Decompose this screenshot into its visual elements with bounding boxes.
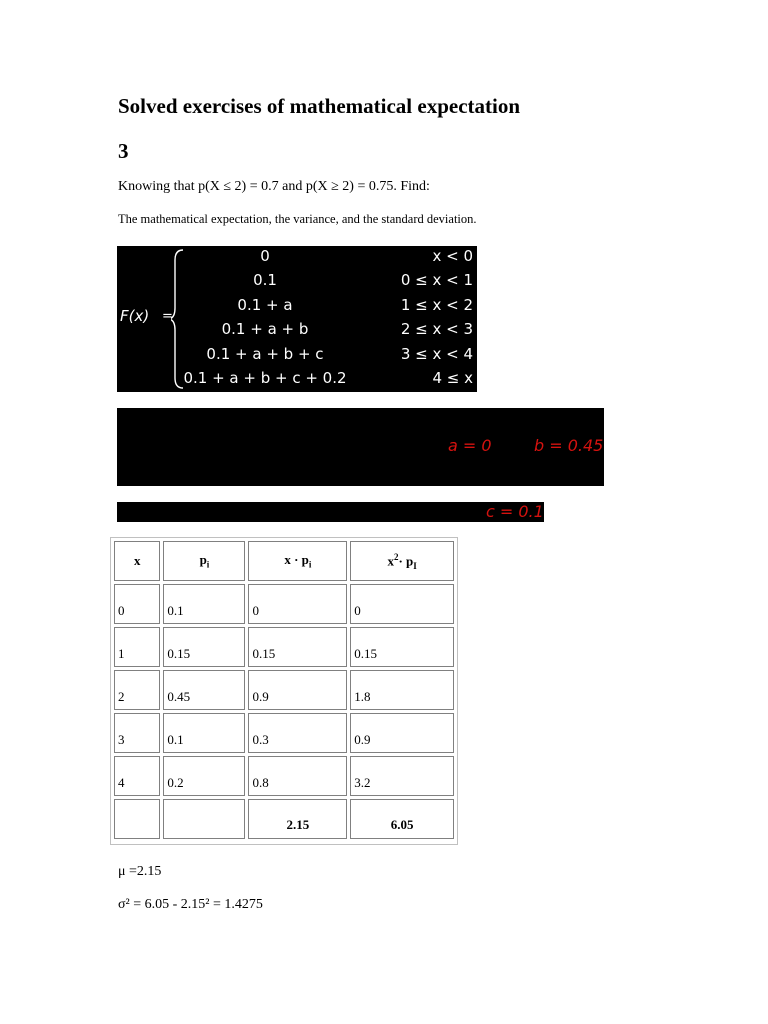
- formula-condition: 0 ≤ x < 1: [400, 271, 473, 289]
- table-cell: 0.2: [163, 756, 245, 796]
- table-cell: 1: [114, 627, 160, 667]
- variance-result: σ² = 6.05 - 2.15² = 1.4275: [118, 897, 263, 912]
- table-cell: 0.1: [163, 713, 245, 753]
- formula-row: [183, 247, 475, 271]
- table-header-row: [114, 541, 454, 581]
- result-image-ab: [117, 408, 604, 486]
- task-statement: The mathematical expectation, the variance, and the standard deviation.: [118, 212, 477, 226]
- header-x2pi: $x^2\cdot p_I$: [350, 541, 454, 581]
- table-cell: 4: [114, 756, 160, 796]
- table-cell: 0.15: [163, 627, 245, 667]
- formula-condition: 2 ≤ x < 3: [400, 320, 473, 338]
- table-cell: 0.1: [163, 584, 245, 624]
- formula-row: [183, 271, 475, 295]
- result-image-c: [117, 502, 544, 522]
- given-statement: Knowing that p(X ≤ 2) = 0.7 and p(X ≥ 2) = 0.75. Find:: [118, 179, 430, 194]
- table-cell: 0: [350, 584, 454, 624]
- formula-lhs: F(x): [120, 307, 150, 325]
- formula-expr: 0.1 + a: [237, 296, 293, 314]
- result-a: a = 0: [448, 436, 492, 455]
- table-cell: 0.8: [248, 756, 347, 796]
- exercise-number: 3: [118, 139, 129, 163]
- total-cell: [114, 799, 160, 839]
- table-cell: 0: [114, 584, 160, 624]
- table-cell: 0.9: [350, 713, 454, 753]
- formula-row: [183, 296, 475, 320]
- header-pi: $p_i$: [163, 541, 245, 581]
- formula-expr: 0: [260, 247, 270, 265]
- formula-equals: =: [162, 309, 173, 324]
- table-cell: 0.15: [350, 627, 454, 667]
- formula-condition: 3 ≤ x < 4: [400, 345, 473, 363]
- total-cell: [163, 799, 245, 839]
- mean-result: μ =2.15: [118, 864, 162, 879]
- table-row: [114, 756, 454, 796]
- result-b: b = 0.45: [534, 436, 604, 455]
- table-row: [114, 670, 454, 710]
- header-x: x: [114, 541, 160, 581]
- formula-expr: 0.1: [253, 271, 277, 289]
- table-cell: 0: [248, 584, 347, 624]
- probability-table: [110, 537, 458, 845]
- formula-row: [183, 345, 475, 369]
- result-c: c = 0.1: [486, 502, 544, 521]
- formula-expr: 0.1 + a + b: [221, 320, 309, 338]
- formula-condition: 4 ≤ x: [432, 369, 473, 387]
- table-cell: 3: [114, 713, 160, 753]
- total-cell: 6.05: [350, 799, 454, 839]
- formula-expr: 0.1 + a + b + c: [206, 345, 324, 363]
- totals-row: [114, 799, 454, 839]
- total-cell: 2.15: [248, 799, 347, 839]
- formula-expr: 0.1 + a + b + c + 0.2: [183, 369, 347, 387]
- formula-condition: 1 ≤ x < 2: [400, 296, 473, 314]
- header-xpi: $x \cdot p_i$: [248, 541, 347, 581]
- table-row: [114, 584, 454, 624]
- formula-row: [183, 320, 475, 344]
- table-cell: 0.9: [248, 670, 347, 710]
- table-cell: 0.3: [248, 713, 347, 753]
- table-cell: 1.8: [350, 670, 454, 710]
- table-cell: 0.15: [248, 627, 347, 667]
- table-row: [114, 627, 454, 667]
- cdf-formula-image: [117, 246, 477, 392]
- page-title: Solved exercises of mathematical expectation: [118, 94, 521, 118]
- formula-condition: x < 0: [432, 247, 473, 265]
- table-cell: 3.2: [350, 756, 454, 796]
- table-row: [114, 713, 454, 753]
- table-cell: 2: [114, 670, 160, 710]
- table-cell: 0.45: [163, 670, 245, 710]
- formula-row: [183, 369, 475, 393]
